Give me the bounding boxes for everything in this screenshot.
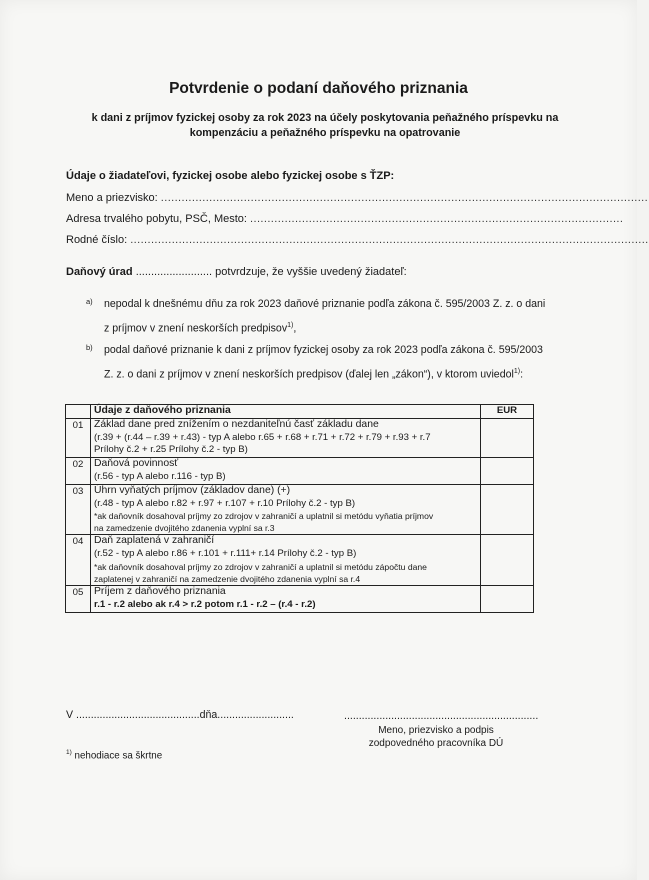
row-description	[91, 458, 481, 485]
footnote	[66, 749, 162, 761]
signature-label-line1: Meno, priezvisko a podpis	[378, 725, 494, 736]
row-number: 05	[66, 585, 91, 612]
row-line: Úhrn vyňatých príjmov (základov dane) (+)	[94, 484, 291, 496]
eur-header-cell: EUR	[481, 405, 534, 419]
row-line: (r.48 - typ A alebo r.82 + r.97 + r.107 + r.10 Prílohy č.2 - typ B)	[94, 497, 356, 509]
data-header-cell: Údaje z daňového priznania	[91, 405, 481, 419]
page-title: Potvrdenie o podaní daňového priznania	[169, 80, 468, 97]
row-line: (r.56 - typ A alebo r.116 - typ B)	[94, 470, 226, 482]
name-field-blank: .............................................................................................................................................	[160, 192, 649, 204]
applicant-heading: Údaje o žiadateľovi, fyzickej osobe alebo fyzickej osobe s ŤZP:	[66, 170, 395, 182]
tax-office-text: potvrdzuje, že vyššie uvedený žiadateľ:	[215, 266, 407, 278]
option-a-footnote-ref: 1)	[287, 322, 294, 329]
signature-line: ..................................................................	[344, 710, 539, 722]
row-description	[91, 585, 481, 612]
eur-value-input[interactable]	[481, 458, 534, 485]
tax-office-line	[66, 266, 407, 278]
row-formula: r.1 - r.2 alebo ak r.4 > r.2 potom r.1 - r.2 – (r.4 - r.2)	[94, 598, 316, 610]
row-line: (r.52 - typ A alebo r.86 + r.101 + r.111+ r.14 Prílohy č.2 - typ B)	[94, 548, 357, 560]
row-note: zaplatenej v zahraničí na zamedzenie dvojitého zdanenia vyplní sa r.4	[94, 573, 361, 584]
table-row	[66, 484, 534, 535]
option-a-line1: nepodal k dnešnému dňu za rok 2023 daňové priznanie podľa zákona č. 595/2003 Z. z. o dani	[104, 298, 546, 310]
footnote-mark: 1)	[66, 749, 72, 756]
option-b-mark: b)	[86, 343, 93, 352]
option-b	[86, 339, 546, 386]
option-b-line2: Z. z. o dani z príjmov v znení neskorších predpisov (ďalej len „zákon“), v ktorom uviedol	[104, 368, 514, 381]
option-b-tail: :	[520, 368, 524, 381]
name-field	[66, 192, 649, 204]
tax-office-blank: .........................	[132, 266, 216, 278]
birth-number-blank: ......................................................................................................................................................	[130, 234, 649, 246]
option-b-footnote-ref: 1)	[513, 368, 521, 375]
table-row	[66, 458, 534, 485]
address-field-blank: ............................................................................................................	[250, 213, 624, 225]
option-a-tail: ,	[293, 322, 297, 335]
row-description	[91, 418, 481, 457]
eur-value-input[interactable]	[481, 418, 534, 457]
table-row	[66, 535, 534, 586]
row-note: *ak daňovník dosahoval príjmy zo zdrojov v zahraničí a uplatnil si metódu zápočtu dane	[94, 561, 427, 572]
signature-label-line2: zodpovedného pracovníka DÚ	[368, 738, 504, 749]
birth-number-label: Rodné číslo:	[66, 234, 128, 246]
address-field-label: Adresa trvalého pobytu, PSČ, Mesto:	[66, 213, 247, 225]
eur-value-input[interactable]	[481, 484, 534, 535]
birth-number-field	[66, 234, 649, 246]
row-line: Základ dane pred znížením o nezdaniteľnú časť základu dane	[94, 418, 379, 430]
table-header-row	[66, 405, 534, 419]
eur-value-input[interactable]	[481, 585, 534, 612]
page-subtitle: k dani z príjmov fyzickej osoby za rok 2023 na účely poskytovania peňažného príspevku na kompenzáciu a peňažného príspevku na opatrovanie	[91, 112, 559, 139]
row-line: (r.39 + (r.44 – r.39 + r.43) - typ A alebo r.65 + r.68 + r.71 + r.72 + r.79 + r.93 + r.7	[94, 431, 431, 443]
name-field-label: Meno a priezvisko:	[66, 192, 158, 204]
row-line: Príjem z daňového priznania	[94, 585, 226, 597]
tax-return-table	[65, 404, 534, 613]
place-date-line: V ..........................................dňa..........................	[66, 709, 294, 721]
row-number: 03	[66, 484, 91, 535]
row-note: na zamedzenie dvojitého zdanenia vyplní sa r.3	[94, 523, 275, 534]
row-number: 04	[66, 535, 91, 586]
row-number: 01	[66, 418, 91, 457]
row-number: 02	[66, 458, 91, 485]
num-header-cell	[66, 405, 91, 419]
option-a	[86, 293, 546, 340]
table-row	[66, 585, 534, 612]
row-description	[91, 535, 481, 586]
signature-label	[344, 724, 528, 750]
option-a-mark: a)	[86, 297, 93, 306]
table-row	[66, 418, 534, 457]
row-line: Daň zaplatená v zahraničí	[94, 535, 215, 547]
footnote-text: nehodiace sa škrtne	[71, 750, 163, 762]
tax-office-label: Daňový úrad	[66, 266, 133, 278]
row-note: *ak daňovník dosahoval príjmy zo zdrojov v zahraničí a uplatnil si metódu vyňatia príjmov	[94, 511, 434, 522]
option-b-line1: podal daňové priznanie k dani z príjmov fyzickej osoby za rok 2023 podľa zákona č. 595/2003	[104, 344, 543, 356]
row-description	[91, 484, 481, 535]
row-line: Prílohy č.2 + r.25 Prílohy č.2 - typ B)	[94, 444, 248, 456]
eur-value-input[interactable]	[481, 535, 534, 586]
option-a-line2: z príjmov v znení neskorších predpisov	[104, 322, 288, 335]
address-field	[66, 213, 624, 225]
row-line: Daňová povinnosť	[94, 458, 179, 470]
